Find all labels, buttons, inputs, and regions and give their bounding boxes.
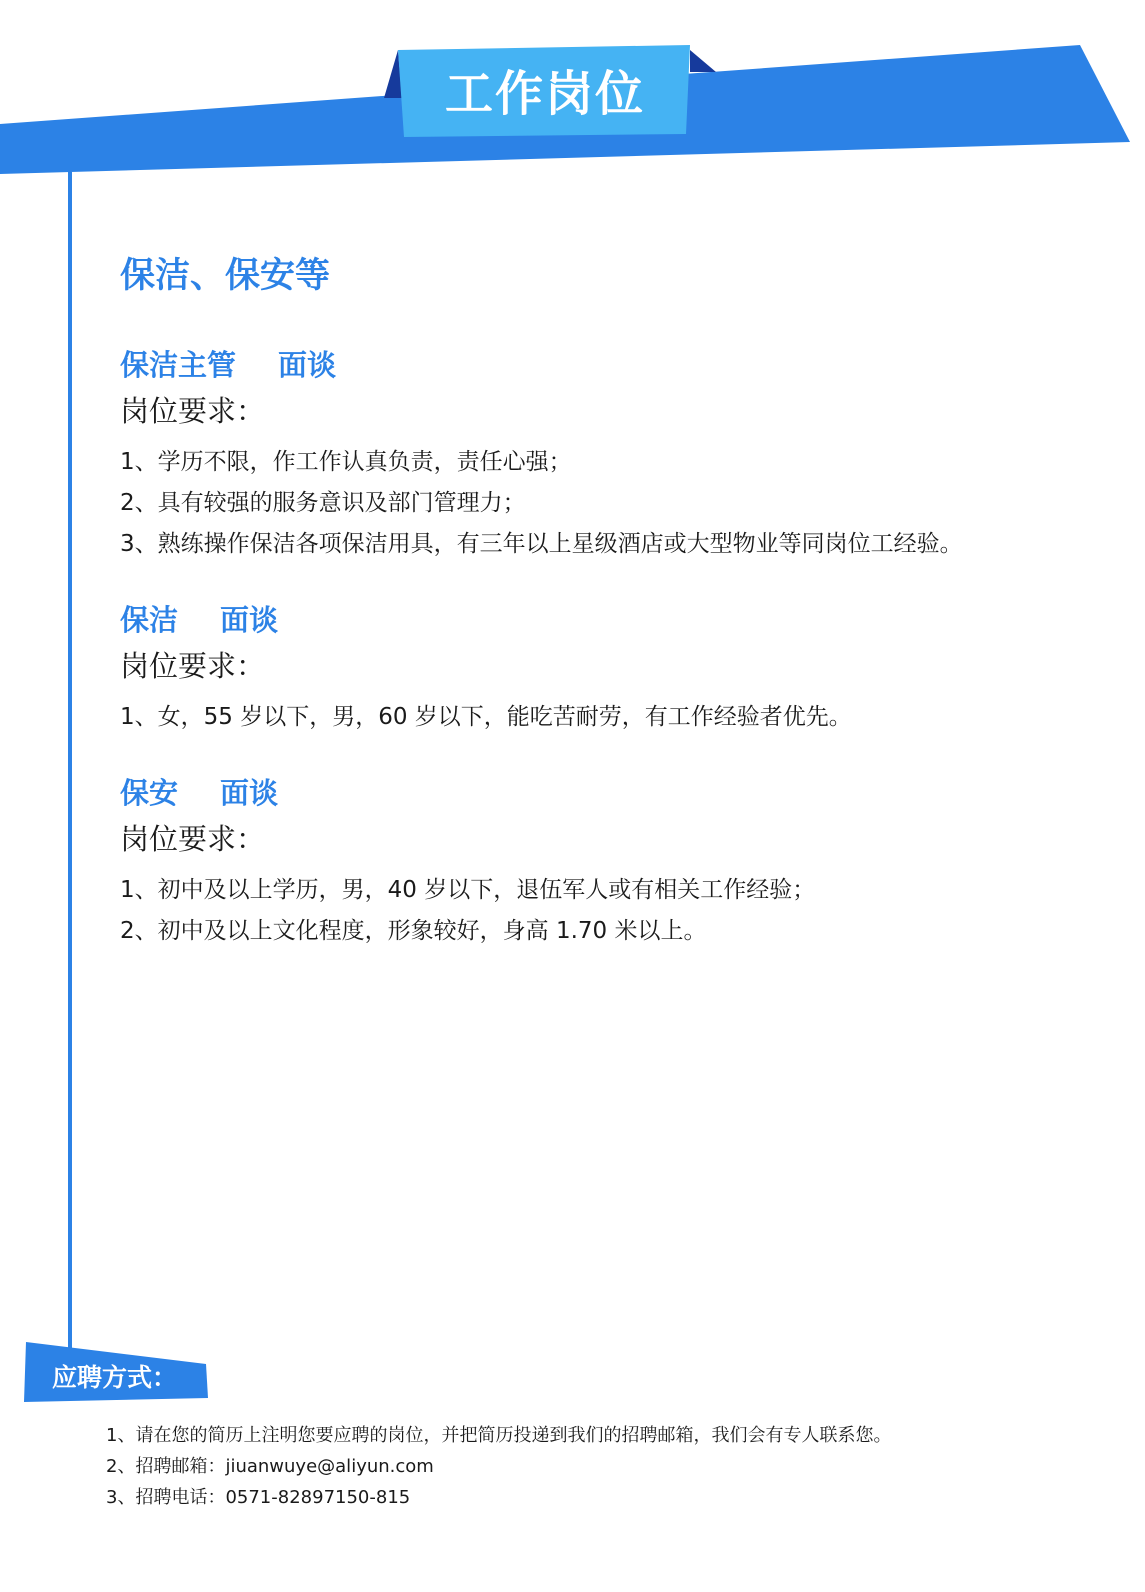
requirement-item: 3、熟练操作保洁各项保洁用具，有三年以上星级酒店或大型物业等同岗位工经验。 <box>120 531 963 557</box>
requirement-item: 2、具有较强的服务意识及部门管理力； <box>120 490 526 516</box>
job-listings <box>120 250 1100 986</box>
job-salary: 面谈 <box>220 603 279 637</box>
job-heading <box>120 344 1100 386</box>
requirement-item: 2、初中及以上文化程度，形象较好，身高 1.70 米以上。 <box>120 918 707 944</box>
job-heading <box>120 599 1100 641</box>
requirement-item: 1、初中及以上学历，男，40 岁以下，退伍军人或有相关工作经验； <box>120 877 816 903</box>
category-title: 保洁、保安等 <box>120 256 331 296</box>
job-section <box>120 599 1100 738</box>
job-name: 保洁 <box>120 603 179 637</box>
apply-label: 应聘方式： <box>52 1363 178 1392</box>
job-salary: 面谈 <box>278 348 337 382</box>
header-tab-fold-right <box>690 50 716 72</box>
requirements-list <box>120 697 1100 738</box>
requirement-item: 1、女，55 岁以下，男，60 岁以下，能吃苦耐劳，有工作经验者优先。 <box>120 704 852 730</box>
requirement-item: 1、学历不限，作工作认真负责，责任心强； <box>120 449 572 475</box>
left-accent-line <box>68 172 72 1352</box>
requirements-list <box>120 442 1100 565</box>
requirements-heading: 岗位要求： <box>120 649 266 683</box>
page-title: 工作岗位 <box>444 66 645 122</box>
requirements-heading: 岗位要求： <box>120 394 266 428</box>
requirements-list <box>120 870 1100 952</box>
apply-phone-item[interactable]: 3、招聘电话：0571-82897150-815 <box>106 1487 411 1508</box>
apply-instructions <box>106 1420 891 1513</box>
job-salary: 面谈 <box>220 776 279 810</box>
job-name: 保洁主管 <box>120 348 237 382</box>
job-section <box>120 344 1100 565</box>
job-name: 保安 <box>120 776 179 810</box>
apply-instruction-item: 1、请在您的简历上注明您要应聘的岗位，并把简历投递到我们的招聘邮箱，我们会有专人联系您。 <box>106 1425 892 1446</box>
apply-email-item[interactable]: 2、招聘邮箱：jiuanwuye@aliyun.com <box>106 1456 434 1477</box>
requirements-heading: 岗位要求： <box>120 822 266 856</box>
job-section <box>120 772 1100 952</box>
job-heading <box>120 772 1100 814</box>
